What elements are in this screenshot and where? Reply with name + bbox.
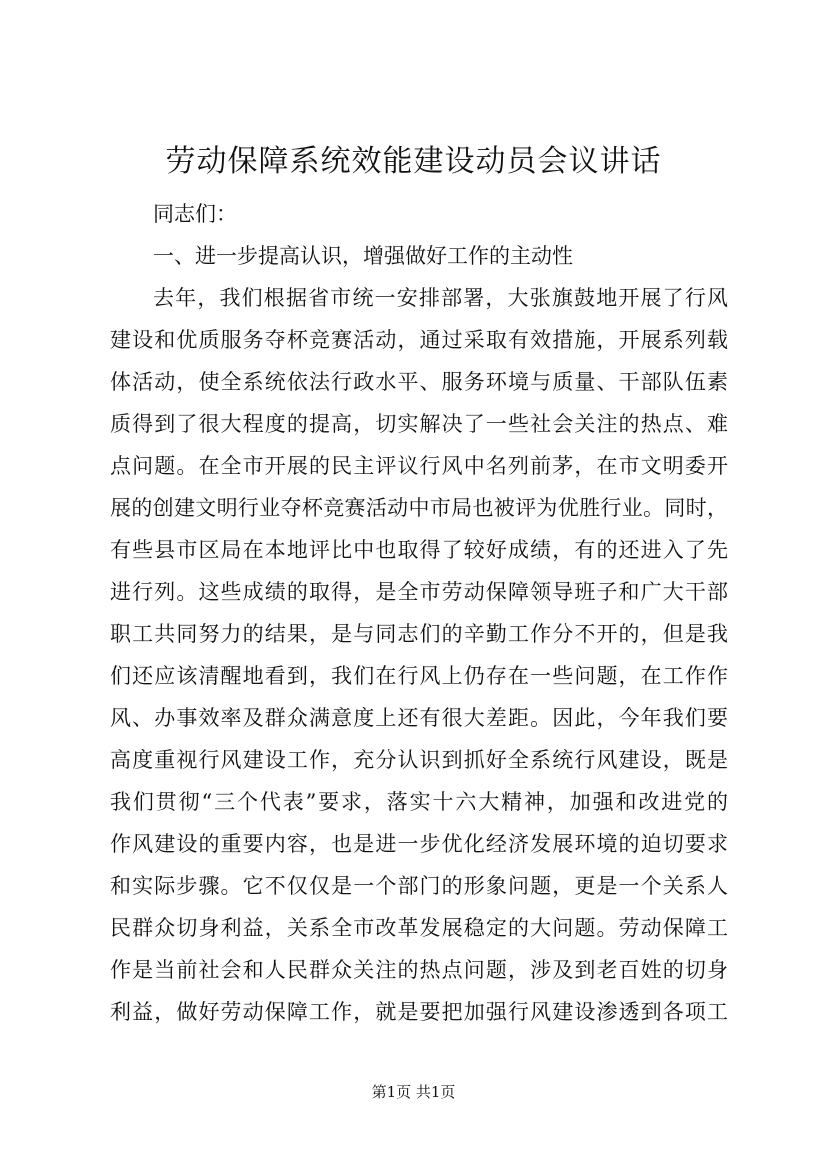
paragraph-line: 们还应该清醒地看到，我们在行风上仍存在一些问题，在工作作 bbox=[110, 664, 728, 688]
document-title: 劳动保障系统效能建设动员会议讲话 bbox=[165, 144, 662, 179]
paragraph-line: 和实际步骤。它不仅仅是一个部门的形象问题，更是一个关系人 bbox=[110, 874, 728, 898]
paragraph-line: 去年，我们根据省市统一安排部署，大张旗鼓地开展了行风 bbox=[153, 286, 728, 310]
paragraph-line: 民群众切身利益，关系全市改革发展稳定的大问题。劳动保障工 bbox=[110, 916, 728, 940]
paragraph-line: 进行列。这些成绩的取得，是全市劳动保障领导班子和广大干部 bbox=[110, 580, 728, 604]
paragraph-line: 点问题。在全市开展的民主评议行风中名列前茅，在市文明委开 bbox=[110, 454, 728, 478]
paragraph-line: 利益，做好劳动保障工作，就是要把加强行风建设渗透到各项工 bbox=[110, 1000, 728, 1024]
paragraph-line: 作风建设的重要内容，也是进一步优化经济发展环境的迫切要求 bbox=[110, 832, 728, 856]
paragraph-line: 体活动，使全系统依法行政水平、服务环境与质量、干部队伍素 bbox=[110, 370, 728, 394]
paragraph-line: 职工共同努力的结果，是与同志们的辛勤工作分不开的，但是我 bbox=[110, 622, 728, 646]
paragraph-line: 作是当前社会和人民群众关注的热点问题，涉及到老百姓的切身 bbox=[110, 958, 728, 982]
paragraph-line: 展的创建文明行业夺杯竞赛活动中市局也被评为优胜行业。同时， bbox=[110, 496, 728, 520]
page-footer: 第1页 共1页 bbox=[371, 1083, 456, 1101]
paragraph-line: 建设和优质服务夺杯竞赛活动，通过采取有效措施，开展系列载 bbox=[110, 328, 728, 352]
paragraph-line: 高度重视行风建设工作，充分认识到抓好全系统行风建设，既是 bbox=[110, 748, 728, 772]
section-heading: 一、进一步提高认识，增强做好工作的主动性 bbox=[153, 244, 573, 268]
paragraph-line: 我们贯彻“三个代表”要求，落实十六大精神，加强和改进党的 bbox=[110, 790, 728, 814]
paragraph-line: 有些县市区局在本地评比中也取得了较好成绩，有的还进入了先 bbox=[110, 538, 728, 562]
paragraph-line: 风、办事效率及群众满意度上还有很大差距。因此，今年我们要 bbox=[110, 706, 728, 730]
paragraph-line: 质得到了很大程度的提高，切实解决了一些社会关注的热点、难 bbox=[110, 412, 728, 436]
salutation: 同志们： bbox=[153, 202, 237, 226]
